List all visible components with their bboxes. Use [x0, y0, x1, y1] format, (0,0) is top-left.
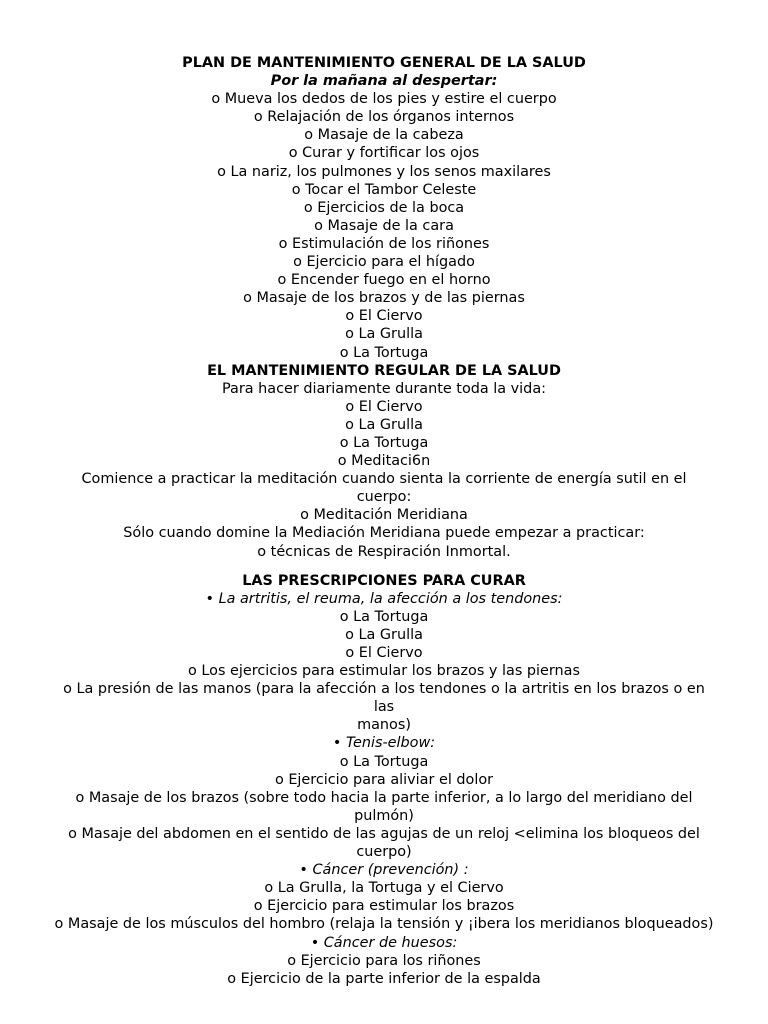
list-item: o El Ciervo: [345, 308, 423, 325]
prescription-arthritis: [30, 590, 738, 735]
meridian-note: Sólo cuando domine la Mediación Meridiana puede empezar a practicar:: [123, 525, 645, 542]
prescription-heading: • Cáncer de huesos:: [310, 934, 458, 951]
list-item: o Ejercicio para aliviar el dolor: [274, 771, 494, 788]
list-item: o Masaje de los músculos del hombro (relaja la tensión y ¡ibera los meridianos bloqueados): [54, 916, 714, 933]
meditation-note-line-1: Comience a practicar la meditación cuando sienta la corriente de energía sutil en el: [81, 471, 687, 488]
meridian-item: o Meditación Meridiana: [300, 507, 468, 524]
list-item: o Meditaci6n: [337, 453, 431, 470]
list-item: o La Tortuga: [339, 434, 429, 451]
prescription-heading: • La artritis, el reuma, la afección a los tendones:: [205, 590, 563, 607]
list-item: o La Grulla: [345, 416, 423, 433]
list-item: o La Tortuga: [339, 608, 429, 625]
list-item: o La Grulla: [345, 326, 423, 343]
list-item: o Relajación de los órganos internos: [253, 109, 515, 126]
list-item: o Masaje del abdomen en el sentido de las agujas de un reloj <elimina los bloqueos del: [68, 825, 700, 842]
list-item: manos): [357, 717, 411, 734]
section-title-regular-maintenance: EL MANTENIMIENTO REGULAR DE LA SALUD: [207, 362, 561, 379]
list-item: cuerpo): [356, 844, 412, 861]
list-item: o Masaje de los brazos y de las piernas: [243, 290, 525, 307]
list-item: o Ejercicio para el hígado: [293, 254, 475, 271]
list-item: o La Grulla: [345, 626, 423, 643]
meditation-note-line-2: cuerpo:: [356, 489, 412, 506]
list-item: o Masaje de la cara: [314, 217, 454, 234]
list-item: o Ejercicio para los riñones: [287, 952, 481, 969]
list-item: o Encender fuego en el horno: [277, 272, 491, 289]
list-item: o Ejercicio de la parte inferior de la espalda: [227, 970, 541, 987]
list-item: o La presión de las manos (para la afección a los tendones o la artritis en los brazos o en: [63, 681, 705, 698]
list-item: las: [373, 699, 395, 716]
section-title-prescriptions: LAS PRESCRIPCIONES PARA CURAR: [242, 572, 526, 589]
list-item: o Masaje de la cabeza: [304, 127, 464, 144]
morning-list: [30, 90, 738, 361]
list-item: o Tocar el Tambor Celeste: [291, 181, 477, 198]
list-item: pulmón): [354, 807, 414, 824]
list-item: o Masaje de los brazos (sobre todo hacia la parte inferior, a lo largo del meridiano del: [75, 789, 693, 806]
prescription-heading: • Cáncer (prevención) :: [299, 862, 469, 879]
subtitle-morning: Por la mañana al despertar:: [270, 73, 498, 90]
section-gap: [30, 561, 738, 572]
list-item: o Los ejercicios para estimular los brazos y las piernas: [188, 663, 580, 680]
list-item: o Ejercicio para estimular los brazos: [253, 898, 515, 915]
list-item: o La Tortuga: [339, 344, 429, 361]
prescription-bone-cancer: [30, 934, 738, 988]
list-item: o Mueva los dedos de los pies y estire el cuerpo: [211, 91, 557, 108]
list-item: o La nariz, los pulmones y los senos maxilares: [217, 163, 551, 180]
list-item: o El Ciervo: [345, 398, 423, 415]
section-title-general-plan: PLAN DE MANTENIMIENTO GENERAL DE LA SALUD: [182, 55, 586, 71]
list-item: o Estimulación de los riñones: [278, 235, 490, 252]
prescription-tennis-elbow: [30, 734, 738, 861]
regular-list: [30, 398, 738, 470]
list-item: o Ejercicios de la boca: [303, 199, 465, 216]
breathing-item: o técnicas de Respiración Inmortal.: [257, 543, 511, 560]
prescription-heading: • Tenis-elbow:: [332, 735, 436, 752]
list-item: o El Ciervo: [345, 645, 423, 661]
list-item: o La Tortuga: [339, 753, 429, 770]
list-item: o Curar y fortificar los ojos: [288, 145, 480, 162]
regular-intro: Para hacer diariamente durante toda la vida:: [222, 380, 546, 397]
list-item: o La Grulla, la Tortuga y el Ciervo: [264, 880, 504, 897]
prescription-cancer-prevention: [30, 861, 738, 933]
